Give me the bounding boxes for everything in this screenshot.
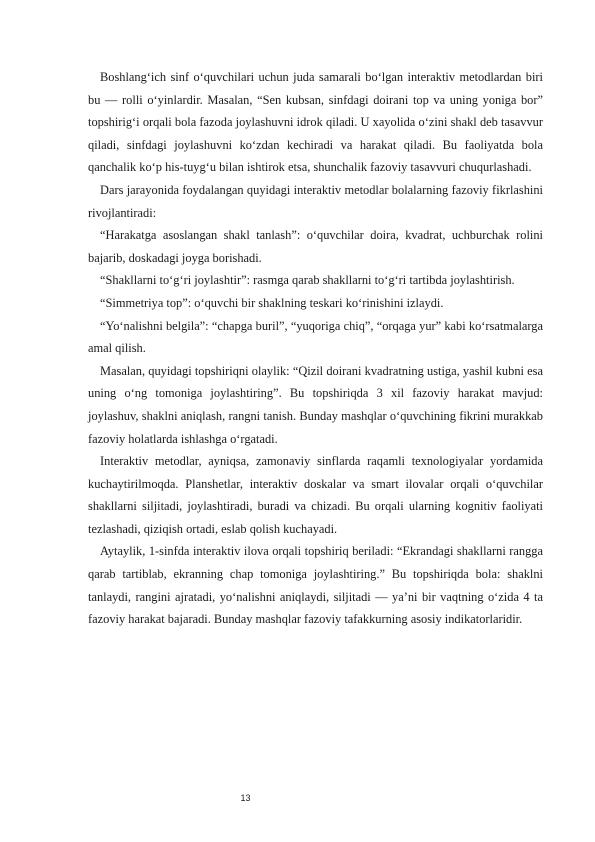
paragraph: Aytaylik, 1-sinfda interaktiv ilova orqali topshiriq beriladi: “Ekrandagi shakllarni rangga qarab tartiblab, ekranning chap tomoniga joylashtiring.” Bu topshiriqda bola: shaklni tanlaydi, rangini ajratadi, yo‘nalishni aniqlaydi, siljitadi — ya’ni bir vaqtning o‘zida 4 ta fazoviy harakat bajaradi. Bunday mashqlar fazoviy tafakkurning asosiy indikatorlaridir. <box>88 544 543 627</box>
document-body <box>88 66 543 631</box>
paragraph: Interaktiv metodlar, ayniqsa, zamonaviy sinflarda raqamli texnologiyalar yordamida kuchaytirilmoqda. Planshetlar, interaktiv doskalar va smart ilovalar orqali o‘quvchilar shakllarni siljitadi, joylashtiradi, buradi va chizadi. Bu orqali ularning kognitiv faoliyati tezlashadi, qiziqish ortadi, eslab qolish kuchayadi. <box>88 454 543 536</box>
paragraph: “Shakllarni to‘g‘ri joylashtir”: rasmga qarab shakllarni to‘g‘ri tartibda joylashtirish. <box>100 273 515 288</box>
paragraph: Boshlang‘ich sinf o‘quvchilari uchun juda samarali bo‘lgan interaktiv metodlardan biri bu — rolli o‘yinlardir. Masalan, “Sen kubsan, sinfdagi doirani top va uning yoniga bor” topshirig‘i orqali bola fazoda joylashuvni idrok qiladi. U xayolida o‘zini shakl deb tasavvur qiladi, sinfdagi joylashuvni ko‘zdan kechiradi va harakat qiladi. Bu faoliyatda bola qanchalik ko‘p his-tuyg‘u bilan ishtirok etsa, shunchalik fazoviy tasavvuri chuqurlashadi. <box>88 70 543 175</box>
paragraph: “Yo‘nalishni belgila”: “chapga buril”, “yuqoriga chiq”, “orqaga yur” kabi ko‘rsatmalarga amal qilish. <box>88 318 543 356</box>
paragraph: “Harakatga asoslangan shakl tanlash”: o‘quvchilar doira, kvadrat, uchburchak rolini bajarib, doskadagi joyga borishadi. <box>88 228 543 265</box>
paragraph: Dars jarayonida foydalangan quyidagi interaktiv metodlar bolalarning fazoviy fikrlashini rivojlantiradi: <box>88 182 543 220</box>
paragraph: Masalan, quyidagi topshiriqni olaylik: “Qizil doirani kvadratning ustiga, yashil kubni esa uning o‘ng tomoniga joylashtiring”. Bu topshiriqda 3 xil fazoviy harakat mavjud: joylashuv, shaklni aniqlash, rangni tanish. Bunday mashqlar o‘quvchining fikrini murakkab fazoviy holatlarda ishlashga o‘rgatadi. <box>88 363 543 446</box>
page-number: 13 <box>240 793 251 803</box>
paragraph: “Simmetriya top”: o‘quvchi bir shaklning teskari ko‘rinishini izlaydi. <box>100 295 444 310</box>
